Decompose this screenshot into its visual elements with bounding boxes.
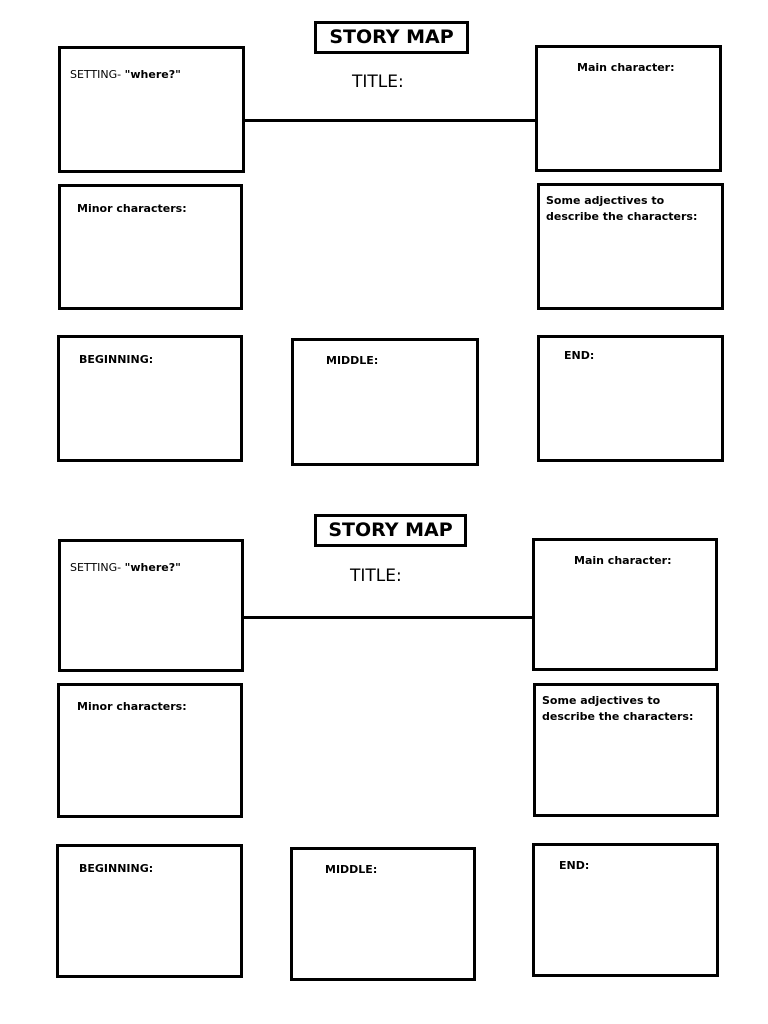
end-box[interactable] xyxy=(532,843,719,977)
adjectives-box[interactable] xyxy=(537,183,724,310)
end-label: END: xyxy=(564,349,595,362)
setting-box[interactable] xyxy=(58,46,245,173)
setting-box[interactable] xyxy=(58,539,244,672)
minor-characters-box[interactable] xyxy=(57,683,243,818)
main-character-label: Main character: xyxy=(577,61,675,74)
beginning-label: BEGINNING: xyxy=(79,353,154,366)
main-character-box[interactable] xyxy=(535,45,722,172)
main-character-label: Main character: xyxy=(574,554,672,567)
middle-box[interactable] xyxy=(290,847,476,981)
adjectives-label: Some adjectives to describe the characters: xyxy=(542,694,694,723)
title-label: TITLE: xyxy=(352,72,404,92)
adjectives-label: Some adjectives to describe the characters: xyxy=(546,194,698,223)
story-map-bottom xyxy=(0,494,768,994)
minor-characters-label: Minor characters: xyxy=(77,202,187,215)
title-line[interactable] xyxy=(244,119,536,122)
minor-characters-label: Minor characters: xyxy=(77,700,187,713)
end-box[interactable] xyxy=(537,335,724,462)
end-label: END: xyxy=(559,859,590,872)
middle-label: MIDDLE: xyxy=(325,863,378,876)
title-line[interactable] xyxy=(243,616,533,619)
setting-label: SETTING- "where?" xyxy=(70,561,181,574)
title-label: TITLE: xyxy=(350,566,402,586)
beginning-label: BEGINNING: xyxy=(79,862,154,875)
adjectives-box[interactable] xyxy=(533,683,719,817)
beginning-box[interactable] xyxy=(56,844,243,978)
beginning-box[interactable] xyxy=(57,335,243,462)
middle-label: MIDDLE: xyxy=(326,354,379,367)
main-character-box[interactable] xyxy=(532,538,718,671)
story-map-top xyxy=(0,0,768,500)
middle-box[interactable] xyxy=(291,338,479,466)
minor-characters-box[interactable] xyxy=(58,184,243,310)
story-map-heading: STORY MAP xyxy=(314,21,469,54)
story-map-heading: STORY MAP xyxy=(314,514,467,547)
setting-label: SETTING- "where?" xyxy=(70,68,181,81)
